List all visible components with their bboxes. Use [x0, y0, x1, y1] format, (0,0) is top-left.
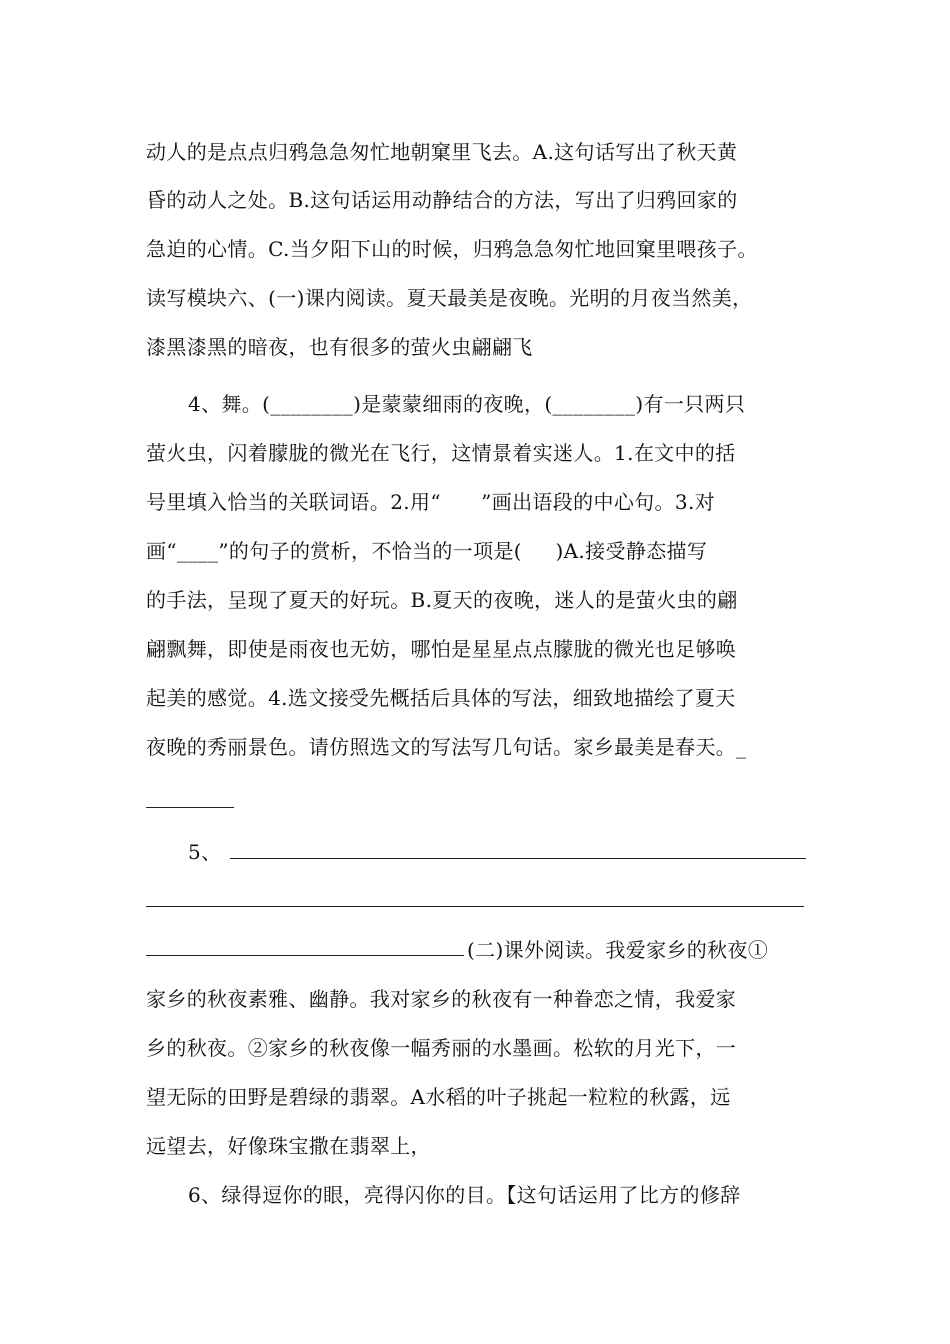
text-line: 翩飘舞，即使是雨夜也无妨，哪怕是星星点点朦胧的微光也足够唤	[146, 637, 737, 661]
text-line: 乡的秋夜。②家乡的秋夜像一幅秀丽的水墨画。松软的月光下，一	[146, 1036, 737, 1060]
text-line: (二)课外阅读。我爱家乡的秋夜①	[467, 938, 769, 962]
answer-blank-line	[146, 906, 804, 907]
text-line: 夜晚的秀丽景色。请仿照选文的写法写几句话。家乡最美是春天。_	[146, 735, 747, 759]
answer-blank-line	[146, 807, 234, 808]
text-line: 的手法，呈现了夏天的好玩。B.夏天的夜晚，迷人的是萤火虫的翩	[146, 588, 738, 612]
text-line: 急迫的心情。C.当夕阳下山的时候，归鸦急急匆忙地回窠里喂孩子。	[146, 237, 758, 261]
question-6-line: 6、绿得逗你的眼，亮得闪你的目。【这句话运用了比方的修辞	[188, 1183, 741, 1207]
text-line: 漆黑漆黑的暗夜，也有很多的萤火虫翩翩飞	[146, 335, 533, 359]
text-line: 望无际的田野是碧绿的翡翠。A水稻的叶子挑起一粒粒的秋露，远	[146, 1085, 731, 1109]
text-line: 远望去，好像珠宝撒在翡翠上，	[146, 1134, 431, 1158]
text-line: 起美的感觉。4.选文接受先概括后具体的写法，细致地描绘了夏天	[146, 686, 736, 710]
question-5-number: 5、	[188, 840, 222, 864]
text-line: 家乡的秋夜素雅、幽静。我对家乡的秋夜有一种眷恋之情，我爱家	[146, 987, 737, 1011]
answer-blank-line	[230, 858, 806, 859]
question-4-line: 4、舞。(________)是蒙蒙细雨的夜晚，(________)有一只两只	[188, 392, 746, 416]
text-line: 号里填入恰当的关联词语。2.用“ ”画出语段的中心句。3.对	[146, 490, 716, 514]
text-line: 读写模块六、(一)课内阅读。夏天最美是夜晚。光明的月夜当然美，	[146, 286, 753, 310]
text-line: 昏的动人之处。B.这句话运用动静结合的方法，写出了归鸦回家的	[146, 188, 738, 212]
text-line: 萤火虫，闪着朦胧的微光在飞行，这情景着实迷人。1.在文中的括	[146, 441, 736, 465]
text-line: 动人的是点点归鸦急急匆忙地朝窠里飞去。A.这句话写出了秋天黄	[146, 140, 738, 164]
answer-blank-line	[146, 955, 464, 956]
text-line: 画“____”的句子的赏析，不恰当的一项是( )A.接受静态描写	[146, 539, 708, 563]
